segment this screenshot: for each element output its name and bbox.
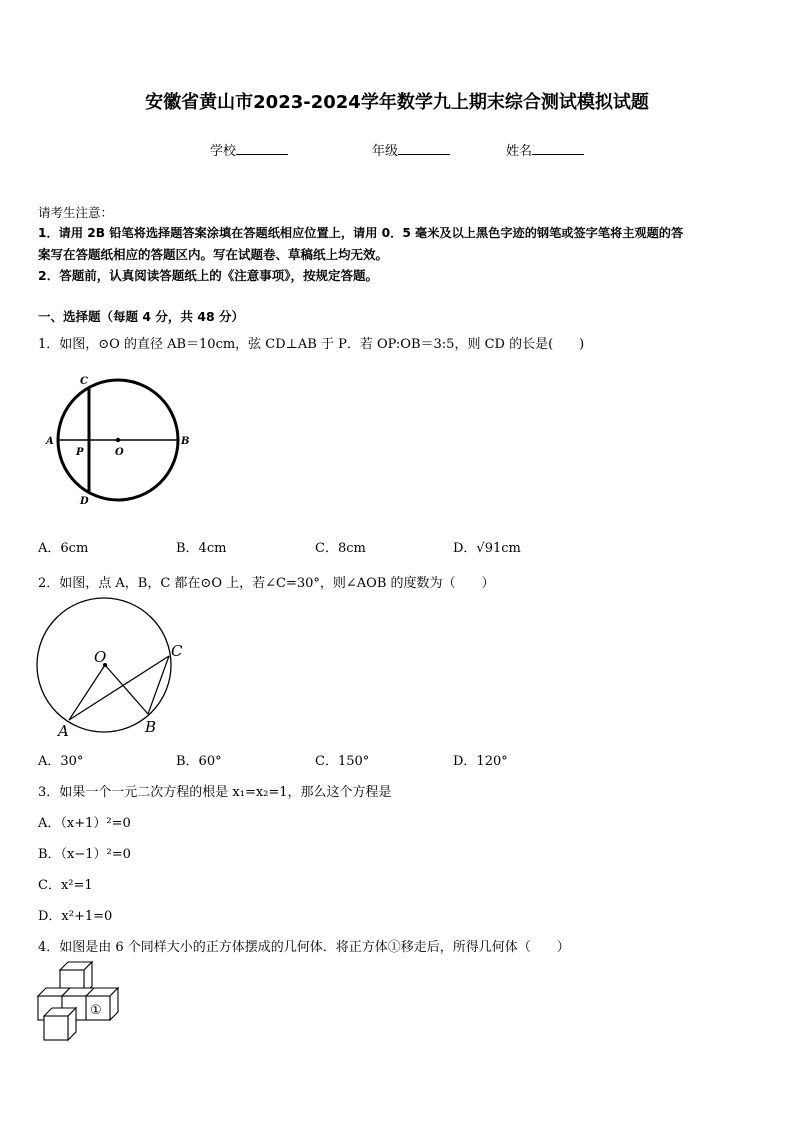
q4-cubes-figure <box>36 958 126 1048</box>
grade-blank <box>398 142 450 155</box>
school-field <box>210 140 288 159</box>
q1-option-c: C．8cm <box>315 541 366 556</box>
q3-stem: 3．如果一个一元二次方程的根是 x₁=x₂=1，那么这个方程是 <box>38 785 392 800</box>
q2-option-a: A．30° <box>38 754 84 769</box>
notice-line-1b: 案写在答题纸相应的答题区内。写在试题卷、草稿纸上均无效。 <box>38 247 389 262</box>
q2-circle-figure <box>32 596 192 741</box>
q2-segment-oa <box>69 665 105 720</box>
q2-option-d: D．120° <box>453 754 508 769</box>
q1-center-dot <box>116 438 120 442</box>
q1-stem: 1．如图，⊙O 的直径 AB＝10cm，弦 CD⊥AB 于 P．若 OP:OB＝3:5，则 CD 的长是( ) <box>38 337 585 352</box>
q4-cube-front-front <box>44 1016 68 1040</box>
notice-line-1a: 1．请用 2B 铅笔将选择题答案涂填在答题纸相应位置上，请用 0．5 毫米及以上黑色字迹的钢笔或签字笔将主观题的答 <box>38 226 684 240</box>
q2-label-o: O <box>94 648 107 666</box>
q1-label-a: A <box>46 436 54 447</box>
q4-stem: 4．如图是由 6 个同样大小的正方体摆成的几何体．将正方体①移走后，所得几何体（ ） <box>38 940 570 955</box>
q1-option-a: A．6cm <box>38 541 89 556</box>
notice-heading: 请考生注意： <box>38 205 114 220</box>
section-heading: 一、选择题（每题 4 分，共 48 分） <box>38 309 245 324</box>
page-title: 安徽省黄山市2023-2024学年数学九上期末综合测试模拟试题 <box>145 92 649 113</box>
q1-option-d: D．√91cm <box>453 541 521 556</box>
q2-segment-ob <box>105 665 148 714</box>
q2-segment-bc <box>148 656 169 714</box>
q1-label-d: D <box>80 496 89 507</box>
q2-label-b: B <box>145 718 157 736</box>
q1-label-b: B <box>181 436 190 447</box>
q2-label-a: A <box>58 722 69 740</box>
q3-option-c: C．x²=1 <box>38 878 93 893</box>
q3-option-d: D．x²+1=0 <box>38 909 113 924</box>
q1-label-c: C <box>80 376 88 387</box>
notice-line-2: 2．答题前，认真阅读答题纸上的《注意事项》，按规定答题。 <box>38 268 378 283</box>
q2-label-c: C <box>171 642 183 660</box>
q1-circle-figure <box>40 370 200 510</box>
q3-option-b: B．（x−1）²=0 <box>38 847 131 862</box>
q4-cube-label: ① <box>90 1003 102 1018</box>
name-blank <box>532 142 584 155</box>
q2-option-b: B．60° <box>176 754 222 769</box>
q1-option-b: B．4cm <box>176 541 227 556</box>
name-label: 姓名 <box>506 144 533 159</box>
q2-stem: 2．如图，点 A，B，C 都在⊙O 上，若∠C=30°，则∠AOB 的度数为（ ） <box>38 576 495 591</box>
q2-option-c: C．150° <box>315 754 370 769</box>
school-label: 学校 <box>210 144 237 159</box>
school-blank <box>236 142 288 155</box>
q1-label-o: O <box>115 447 124 458</box>
q1-label-p: P <box>76 447 84 458</box>
grade-field <box>372 140 450 159</box>
q3-option-a: A．（x+1）²=0 <box>38 816 131 831</box>
name-field <box>506 140 584 159</box>
grade-label: 年级 <box>372 144 399 159</box>
